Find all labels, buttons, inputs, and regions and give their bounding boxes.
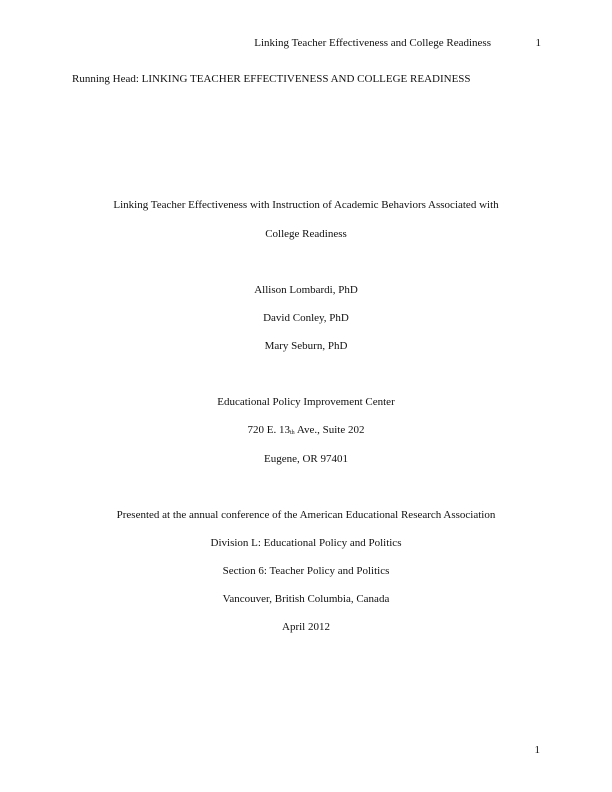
conference-section: Section 6: Teacher Policy and Politics [222, 565, 390, 577]
conference-date: April 2012 [282, 621, 330, 633]
page-header [0, 37, 612, 53]
author-3: Mary Seburn, PhD [264, 340, 348, 352]
paper-title-line-2: College Readiness [265, 228, 347, 240]
affiliation-city: Eugene, OR 97401 [263, 453, 348, 465]
paper-title-line-1: Linking Teacher Effectiveness with Instruction of Academic Behaviors Associated with [113, 199, 499, 211]
conference-location: Vancouver, British Columbia, Canada [222, 593, 390, 605]
conference-line: Presented at the annual conference of the American Educational Research Association [116, 509, 496, 521]
conference-division: Division L: Educational Policy and Politics [210, 537, 402, 549]
header-page-number: 1 [535, 37, 541, 49]
author-1: Allison Lombardi, PhD [254, 284, 358, 296]
footer-page-number: 1 [534, 744, 540, 756]
affiliation-name: Educational Policy Improvement Center [217, 396, 395, 408]
affiliation-address [0, 424, 612, 436]
address-prefix: 720 E. 13 [247, 424, 291, 436]
address-superscript: th [290, 430, 295, 436]
address-suffix: Ave., Suite 202 [294, 424, 365, 436]
running-head: Running Head: LINKING TEACHER EFFECTIVENESS AND COLLEGE READINESS [72, 73, 471, 85]
header-title: Linking Teacher Effectiveness and College Readiness [254, 37, 491, 49]
author-2: David Conley, PhD [263, 312, 349, 324]
